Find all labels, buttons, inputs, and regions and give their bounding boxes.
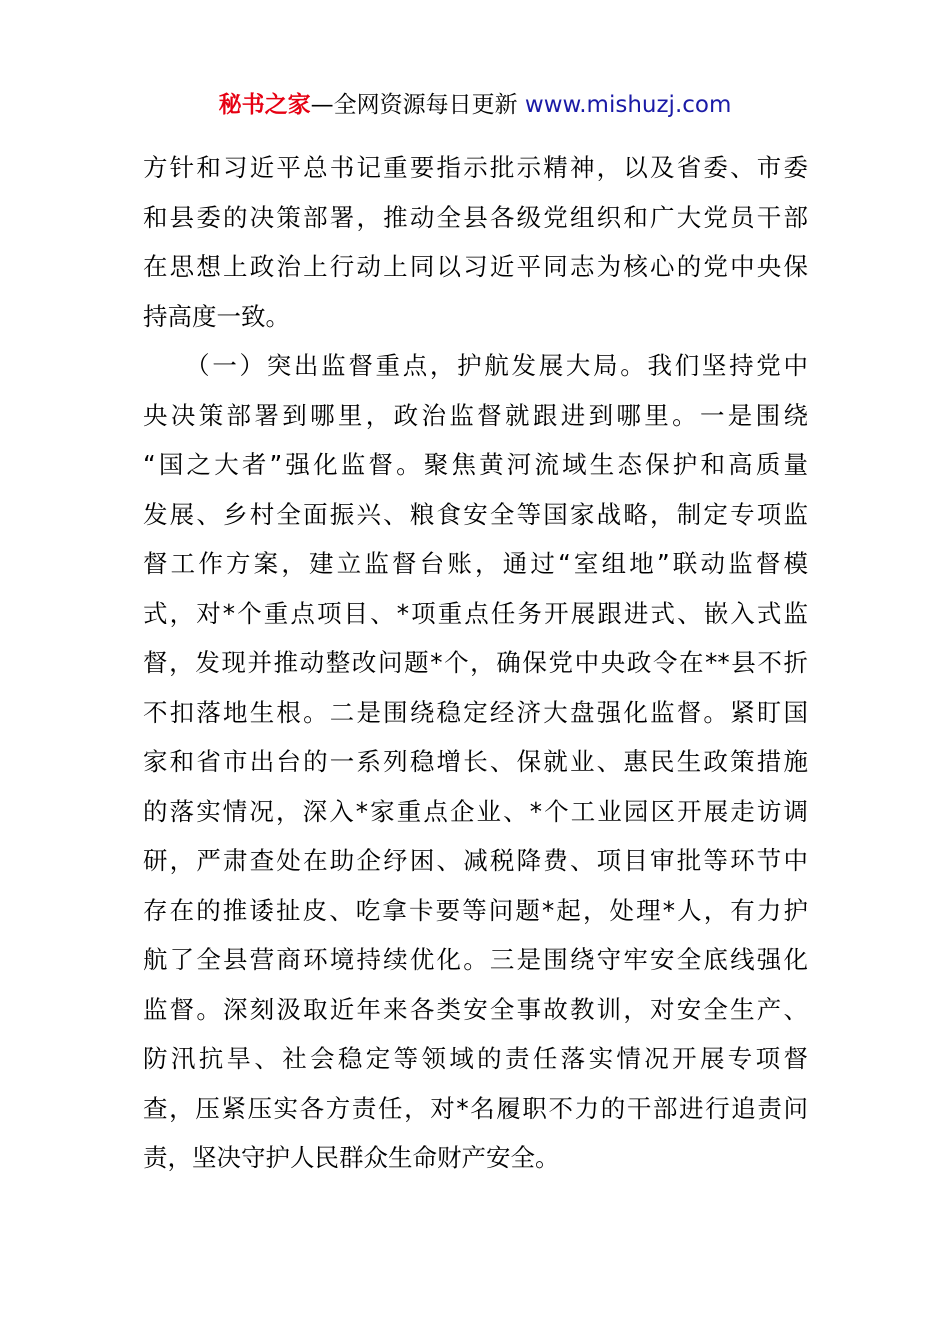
text-line-12: 不扣落地生根。二是围绕稳定经济大盘强化监督。紧盯国 — [143, 697, 808, 727]
text-line-9: 督工作方案，建立监督台账，通过“室组地”联动监督模 — [143, 549, 808, 578]
text-line-10: 式，对*个重点项目、*项重点任务开展跟进式、嵌入式监 — [143, 598, 808, 628]
site-brand: 秘书之家 — [218, 92, 311, 118]
text-line-20: 查，压紧压实各方责任，对*名履职不力的干部进行追责问 — [143, 1093, 808, 1123]
text-line-7: “国之大者”强化监督。聚焦黄河流域生态保护和高质量 — [143, 450, 808, 479]
text-line-8: 发展、乡村全面振兴、粮食安全等国家战略，制定专项监 — [143, 499, 808, 529]
text-line-14: 的落实情况，深入*家重点企业、*个工业园区开展走访调 — [143, 796, 808, 826]
text-line-11: 督，发现并推动整改问题*个，确保党中央政令在**县不折 — [143, 648, 808, 677]
text-line-17: 航了全县营商环境持续优化。三是围绕守牢安全底线强化 — [143, 945, 808, 974]
text-line-15: 研，严肃查处在助企纾困、减税降费、项目审批等环节中 — [143, 846, 808, 875]
text-line-6: 央决策部署到哪里，政治监督就跟进到哪里。一是围绕 — [143, 400, 808, 430]
text-line-1: 方针和习近平总书记重要指示批示精神，以及省委、市委 — [143, 153, 808, 182]
text-line-4: 持高度一致。 — [143, 301, 290, 331]
text-line-3: 在思想上政治上行动上同以习近平同志为核心的党中央保 — [143, 252, 808, 281]
document-body — [143, 143, 808, 1183]
text-line-18: 监督。深刻汲取近年来各类安全事故教训，对安全生产、 — [143, 994, 808, 1024]
site-url[interactable]: www.mishuzj.com — [524, 92, 732, 118]
site-tagline: —全网资源每日更新 — [310, 92, 525, 118]
text-line-2: 和县委的决策部署，推动全县各级党组织和广大党员干部 — [143, 202, 808, 232]
page-header — [0, 88, 950, 122]
text-line-13: 家和省市出台的一系列稳增长、保就业、惠民生政策措施 — [143, 747, 808, 776]
text-line-21: 责，坚决守护人民群众生命财产安全。 — [143, 1143, 560, 1172]
text-line-19: 防汛抗旱、社会稳定等领域的责任落实情况开展专项督 — [143, 1044, 808, 1073]
text-line-5: （一）突出监督重点，护航发展大局。我们坚持党中 — [143, 351, 808, 380]
text-line-16: 存在的推诿扯皮、吃拿卡要等问题*起，处理*人，有力护 — [143, 895, 808, 925]
